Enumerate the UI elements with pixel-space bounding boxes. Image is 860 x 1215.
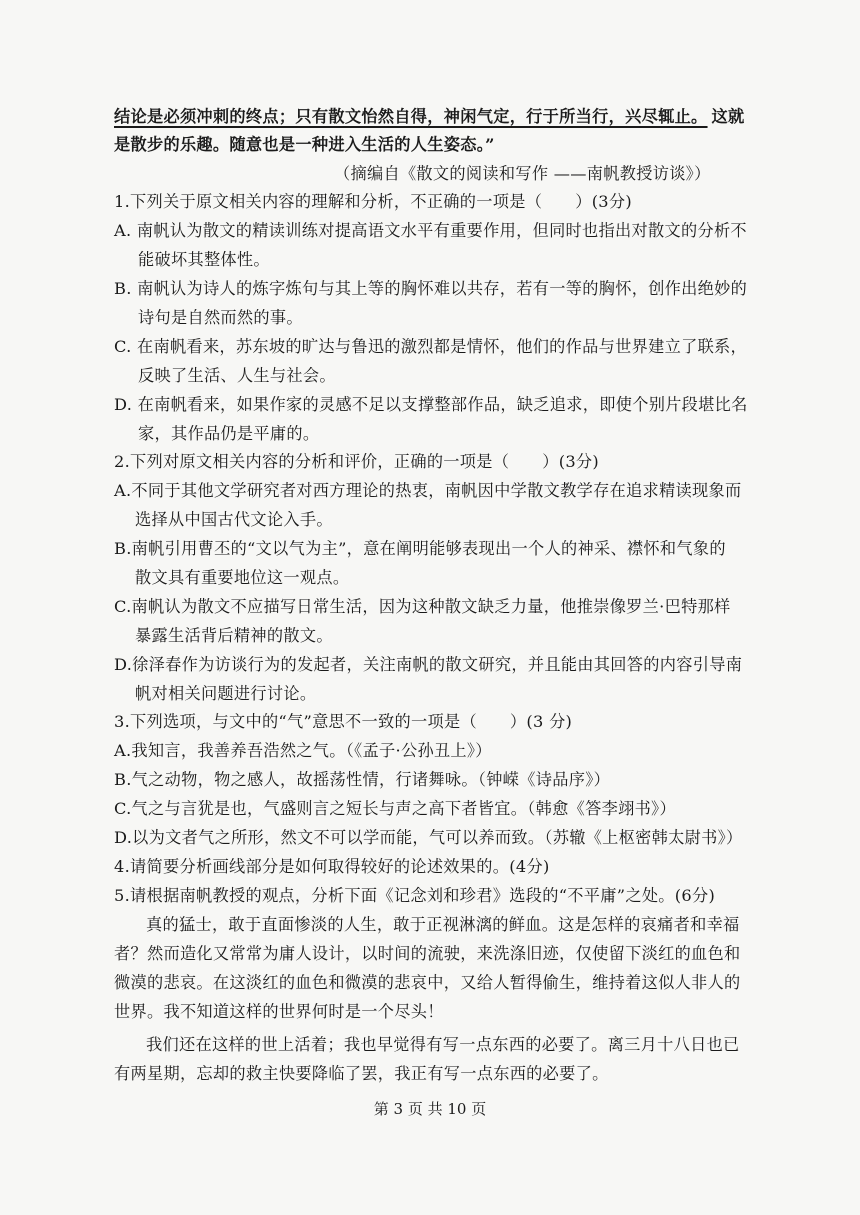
q1-option-a-cont: 能破坏其整体性。 <box>138 250 270 269</box>
q2-option-c-cont: 暴露生活背后精神的散文。 <box>135 626 333 645</box>
q1-option-c: C. 在南帆看来，苏东坡的旷达与鲁迅的激烈都是情怀，他们的作品与世界建立了联系， <box>114 337 748 356</box>
excerpt-p1-line-3: 微漠的悲哀。在这淡红的血色和微漠的悲哀中，又给人暂得偷生，维持着这似人非人的 <box>114 973 741 992</box>
question-3-stem: 3.下列选项，与文中的“气”意思不一致的一项是（ ）(3 分) <box>114 712 573 731</box>
source-citation: （摘编自《散文的阅读和写作 ——南帆教授访谈》） <box>334 164 711 183</box>
q2-option-d-cont: 帆对相关问题进行讨论。 <box>135 684 317 703</box>
q1-option-a: A. 南帆认为散文的精读训练对提高语文水平有重要作用，但同时也指出对散文的分析不 <box>114 221 747 240</box>
question-1-stem: 1.下列关于原文相关内容的理解和分析，不正确的一项是（ ）(3分) <box>114 192 633 211</box>
underlined-passage: 结论是必须冲刺的终点；只有散文怡然自得，神闲气定，行于所当行，兴尽辄止。 <box>114 107 708 126</box>
q1-option-b: B. 南帆认为诗人的炼字炼句与其上等的胸怀难以共存，若有一等的胸怀，创作出绝妙的 <box>114 279 748 298</box>
excerpt-p2-line-2: 有两星期，忘却的救主快要降临了罢，我正有写一点东西的必要了。 <box>114 1064 609 1083</box>
q3-option-c: C.气之与言犹是也，气盛则言之短长与声之高下者皆宜。（韩愈《答李翊书》） <box>114 799 676 818</box>
q2-option-b: B.南帆引用曹丕的“文以气为主”，意在阐明能够表现出一个人的神采、襟怀和气象的 <box>114 539 726 558</box>
q1-option-c-cont: 反映了生活、人生与社会。 <box>138 366 336 385</box>
q1-option-b-cont: 诗句是自然而然的事。 <box>138 308 303 327</box>
intro-line-1 <box>114 106 745 128</box>
q3-option-a: A.我知言，我善养吾浩然之气。（《孟子·公孙丑上》） <box>114 741 492 760</box>
question-5-stem: 5.请根据南帆教授的观点，分析下面《记念刘和珍君》选段的“不平庸”之处。(6分) <box>114 886 716 905</box>
q2-option-d: D.徐泽春作为访谈行为的发起者，关注南帆的散文研究，并且能由其回答的内容引导南 <box>114 655 743 674</box>
question-2-stem: 2.下列对原文相关内容的分析和评价，正确的一项是（ ）(3分) <box>114 452 600 471</box>
intro-line-1-rest: 这就 <box>711 107 745 126</box>
q2-option-c: C.南帆认为散文不应描写日常生活，因为这种散文缺乏力量，他推崇像罗兰·巴特那样 <box>114 597 731 616</box>
excerpt-p1-line-1: 真的猛士，敢于直面惨淡的人生，敢于正视淋漓的鲜血。这是怎样的哀痛者和幸福 <box>146 915 740 934</box>
q2-option-b-cont: 散文具有重要地位这一观点。 <box>135 568 350 587</box>
q1-option-d: D. 在南帆看来，如果作家的灵感不足以支撑整部作品，缺乏追求，即使个别片段堪比名 <box>114 395 748 414</box>
question-4-stem: 4.请简要分析画线部分是如何取得较好的论述效果的。(4分) <box>114 857 550 876</box>
excerpt-p1-line-4: 世界。我不知道这样的世界何时是一个尽头！ <box>114 1002 444 1021</box>
excerpt-p1-line-2: 者？然而造化又常常为庸人设计，以时间的流驶，来洗涤旧迹，仅使留下淡红的血色和 <box>114 944 741 963</box>
q1-option-d-cont: 家，其作品仍是平庸的。 <box>138 424 320 443</box>
excerpt-p2-line-1: 我们还在这样的世上活着；我也早觉得有写一点东西的必要了。离三月十八日也已 <box>146 1035 740 1054</box>
intro-line-2: 是散步的乐趣。随意也是一种进入生活的人生姿态。” <box>114 135 495 154</box>
q3-option-b: B.气之动物，物之感人，故摇荡性情，行诸舞咏。（钟嵘《诗品序》） <box>114 770 611 789</box>
q2-option-a: A.不同于其他文学研究者对西方理论的热衷，南帆因中学散文教学存在追求精读现象而 <box>114 481 742 500</box>
page-footer: 第 3 页 共 10 页 <box>373 1100 487 1118</box>
q2-option-a-cont: 选择从中国古代文论入手。 <box>135 510 333 529</box>
q3-option-d: D.以为文者气之所形，然文不可以学而能，气可以养而致。（苏辙《上枢密韩太尉书》） <box>114 828 743 847</box>
